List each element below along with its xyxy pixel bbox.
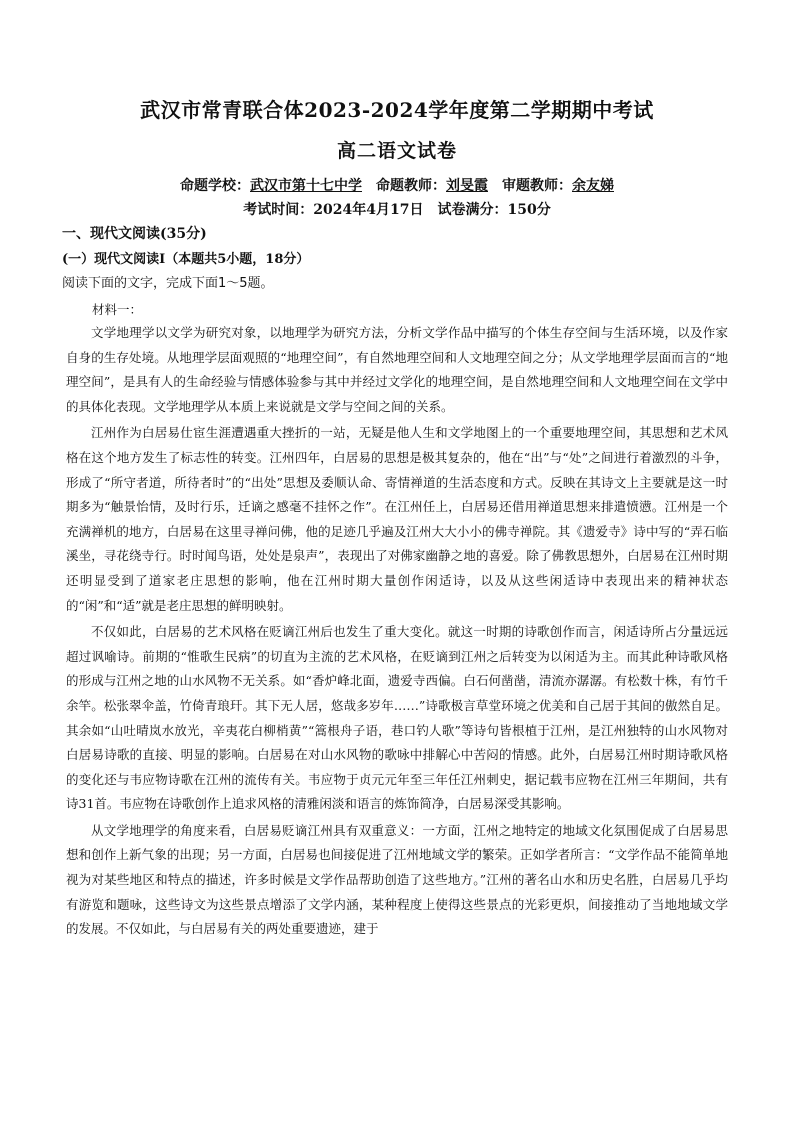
- paragraph-3: 不仅如此，白居易的艺术风格在贬谪江州后也发生了重大变化。就这一时期的诗歌创作而言，闲适诗所占分量远远超过讽喻诗。前期的“惟歌生民病”的切直为主流的艺术风格，在贬谪到江州之后转变为以闲适为主。而其此种诗歌风格的形成与江州之地的山水风物不无关系。如“香炉峰北面，遗爱寺西偏。白石何凿凿，清流亦潺潺。有松数十株，有竹千余竿。松张翠伞盖，竹倚青琅玕。其下无人居，悠哉多岁年……”诗歌极言草堂环境之优美和自己居于其间的傲然自足。其余如“山吐晴岚水放光，辛夷花白柳梢黄”“篙根舟子语，巷口钓人歌”等诗句皆根植于江州，是江州独特的山水风物对白居易诗歌的直接、明显的影响。白居易在对山水风物的歌咏中排解心中苦闷的情感。此外，白居易江州时期诗歌风格的变化还与韦应物诗歌在江州的流传有关。韦应物于贞元元年至三年任江州刺史，据记载韦应物在江州三年期间，共有诗31首。韦应物在诗歌创作上追求风格的清雅闲淡和语言的炼饰简净，白居易深受其影响。: [66, 624, 728, 812]
- paragraph-2: 江州作为白居易仕宦生涯遭遇重大挫折的一站，无疑是他人生和文学地图上的一个重要地理空间，其思想和艺术风格在这个地方发生了标志性的转变。江州四年，白居易的思想是极其复杂的，他在“出”与“处”之间进行着激烈的斗争，形成了“所守者道，所待者时”的“出处”思想及委顺认命、寄情禅道的生活态度和方式。反映在其诗文上主要就是这一时期多为“触景怡情，及时行乐，迁谪之感毫不挂怀之作”。在江州任上，白居易还借用禅道思想来排遣愤懑。江州是一个充满禅机的地方，白居易在这里寻禅问佛，他的足迹几乎遍及江州大大小小的佛寺禅院。其《遗爱寺》诗中写的“弄石临溪坐，寻花绕寺行。时时闻鸟语，处处是泉声”，表现出了对佛家幽静之地的喜爱。除了佛教思想外，白居易在江州时期还明显受到了道家老庄思想的影响，他在江州时期大量创作闲适诗，以及从这些闲适诗中表现出来的精神状态的“闲”和“适”就是老庄思想的鲜明映射。: [66, 425, 728, 613]
- exam-title: 武汉市常青联合体2023-2024学年度第二学期期中考试: [140, 98, 654, 122]
- exam-subtitle: 高二语文试卷: [336, 140, 457, 162]
- paragraph-4: 从文学地理学的角度来看，白居易贬谪江州具有双重意义：一方面，江州之地特定的地域文化氛围促成了白居易思想和创作上新气象的出现；另一方面，白居易也间接促进了江州地域文学的繁荣。正如学者所言：“文学作品不能简单地视为对某些地区和特点的描述，许多时候是文学作品帮助创造了这些地方。”江州的著名山水和历史名胜，白居易几乎均有游览和题咏，这些诗文为这些景点增添了文学内涵，某种程度上使得这些景点的光彩更炽，间接推动了当地地域文学的发展。不仅如此，与白居易有关的两处重要遗迹，建于: [66, 822, 728, 937]
- school-label: 命题学校：: [180, 178, 250, 194]
- reviewer-label: 审题教师：: [502, 178, 572, 194]
- teacher-name: 刘旻霞: [446, 178, 488, 194]
- material-label: 材料一：: [92, 302, 143, 317]
- exam-info: 考试时间：2024年4月17日 试卷满分：150分: [243, 202, 551, 218]
- reading-passage: [66, 321, 728, 944]
- reviewer-name: 余友娣: [572, 178, 614, 194]
- reading-instruction: 阅读下面的文字，完成下面1～5题。: [62, 276, 274, 291]
- teacher-label: 命题教师：: [376, 178, 446, 194]
- exam-authors: [0, 175, 794, 195]
- subsection-title: (一）现代文阅读Ⅰ（本题共5小题，18分）: [62, 252, 310, 267]
- school-name: 武汉市第十七中学: [250, 178, 362, 194]
- paragraph-1: 文学地理学以文学为研究对象，以地理学为研究方法，分析文学作品中描写的个体生存空间与生活环境，以及作家自身的生存处境。从地理学层面观照的“地理空间”，有自然地理空间和人文地理空间之分；从文学地理学层面而言的“地理空间”，是具有人的生命经验与情感体验参与其中并经过文学化的地理空间，是自然地理空间和人文地理空间在文学中的具体化表现。文学地理学从本质上来说就是文学与空间之间的关系。: [66, 325, 728, 414]
- section-title: 一、现代文阅读(35分): [62, 226, 207, 242]
